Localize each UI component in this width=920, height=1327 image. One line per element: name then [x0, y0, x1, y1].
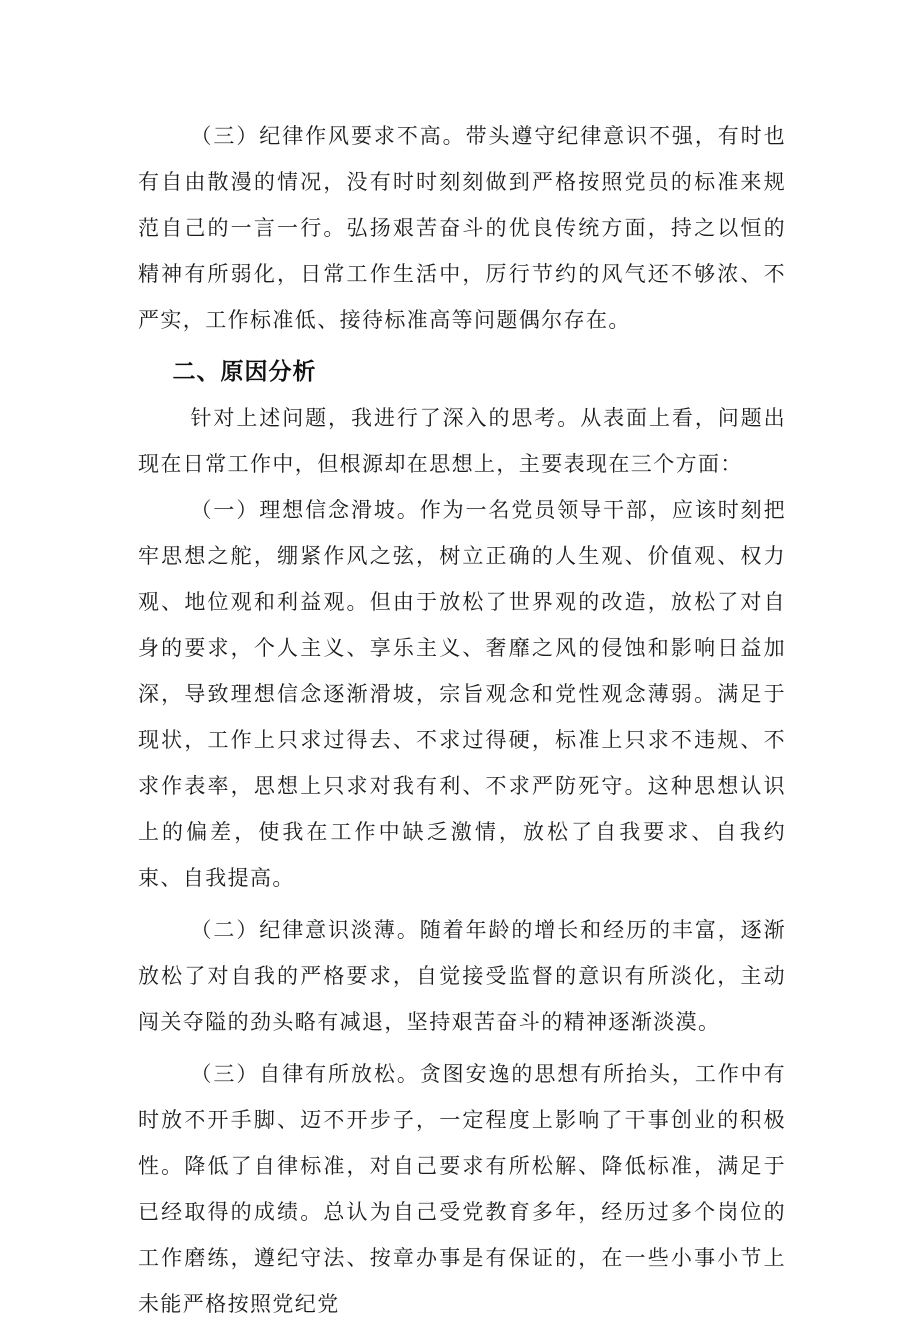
paragraph-discipline-awareness: （二）纪律意识淡薄。随着年龄的增长和经历的丰富，逐渐放松了对自我的严格要求，自觉接受监督的意识有所淡化，主动闯关夺隘的劲头略有减退，坚持艰苦奋斗的精神逐渐淡漠。 [138, 918, 786, 1034]
paragraph-intro: 针对上述问题，我进行了深入的思考。从表面上看，问题出现在日常工作中，但根源却在思想上，主要表现在三个方面： [138, 406, 786, 476]
paragraph-ideals-decline: （一）理想信念滑坡。作为一名党员领导干部，应该时刻把牢思想之舵，绷紧作风之弦，树立正确的人生观、价值观、权力观、地位观和利益观。但由于放松了世界观的改造，放松了对自身的要求，个人主义、享乐主义、奢靡之风的侵蚀和影响日益加深，导致理想信念逐渐滑坡，宗旨观念和党性观念薄弱。满足于现状，工作上只求过得去、不求过得硬，标准上只求不违规、不求作表率，思想上只求对我有利、不求严防死守。这种思想认识上的偏差，使我在工作中缺乏激情，放松了自我要求、自我约束、自我提高。 [138, 498, 786, 890]
paragraph-discipline-style: （三）纪律作风要求不高。带头遵守纪律意识不强，有时也有自由散漫的情况，没有时时刻刻做到严格按照党员的标准来规范自己的一言一行。弘扬艰苦奋斗的优良传统方面，持之以恒的精神有所弱化，日常工作生活中，厉行节约的风气还不够浓、不严实，工作标准低、接待标准高等问题偶尔存在。 [138, 124, 786, 332]
document-body [138, 113, 786, 1327]
paragraph-self-discipline: （三）自律有所放松。贪图安逸的思想有所抬头，工作中有时放不开手脚、迈不开步子，一定程度上影响了干事创业的积极性。降低了自律标准，对自己要求有所松解、降低标准，满足于已经取得的成绩。总认为自己受党教育多年，经历过多个岗位的工作磨练，遵纪守法、按章办事是有保证的，在一些小事小节上未能严格按照党纪党 [138, 1062, 786, 1316]
section-heading-cause-analysis: 二、原因分析 [172, 359, 317, 385]
